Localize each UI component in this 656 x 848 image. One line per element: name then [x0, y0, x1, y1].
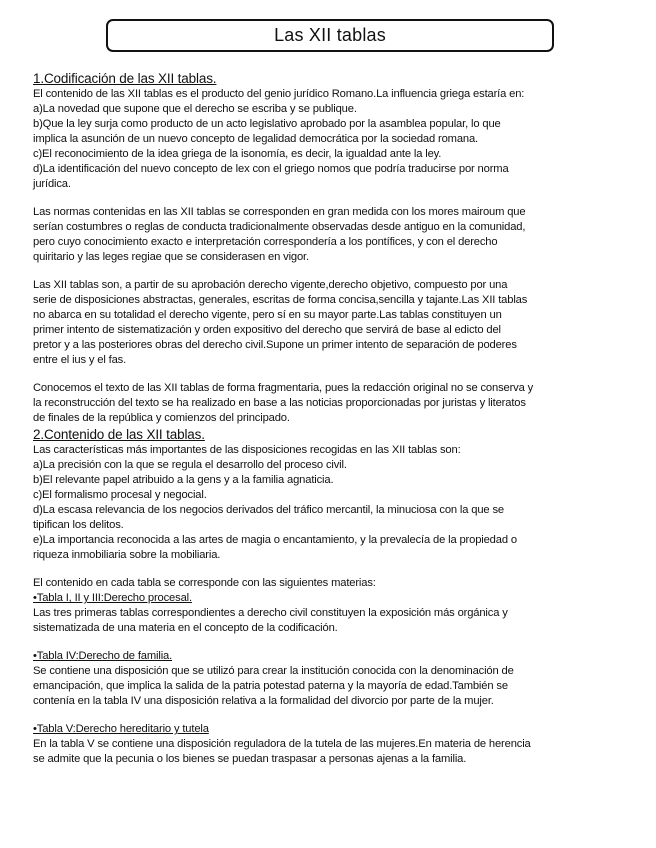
text-line: se admite que la pecunia o los bienes se puedan traspasar a personas ajenas a la familia. [33, 753, 467, 765]
document-title-box [106, 19, 554, 52]
text-line: riqueza inmobiliaria sobre la mobiliaria. [33, 549, 221, 561]
document-body [33, 70, 623, 767]
tables-intro: El contenido en cada tabla se corresponde con las siguientes materias: [33, 577, 376, 589]
text-line: d)La identificación del nuevo concepto de lex con el griego nomos que podría traducirse por norma [33, 163, 509, 175]
text-line: a)La precisión con la que se regula el desarrollo del proceso civil. [33, 459, 347, 471]
text-line: jurídica. [33, 178, 71, 190]
section-1-paragraph-1 [33, 87, 623, 192]
text-line: primer intento de sistematización y orden expositivo del derecho que servirá de base al edicto del [33, 324, 501, 336]
text-line: entre el ius y el fas. [33, 354, 127, 366]
text-line: El contenido de las XII tablas es el producto del genio jurídico Romano.La influencia griega estaría en: [33, 88, 525, 100]
tables-intro-block [33, 576, 623, 636]
text-line: no abarca en su totalidad el derecho vigente, pero sí en su mayor parte.Las tablas constituyen un [33, 309, 502, 321]
text-line: En la tabla V se contiene una disposición reguladora de la tutela de las mujeres.En materia de herencia [33, 738, 531, 750]
text-line: tipifican los delitos. [33, 519, 124, 531]
text-line: b)Que la ley surja como producto de un acto legislativo aprobado por la asamblea popular, lo que [33, 118, 501, 130]
document-title: Las XII tablas [274, 25, 386, 45]
text-line: serie de disposiciones abstractas, generales, escritas de forma concisa,sencilla y tajante.Las XII tablas [33, 294, 528, 306]
table-5-block [33, 722, 623, 767]
text-line: Las características más importantes de las disposiciones recogidas en las XII tablas son: [33, 444, 461, 456]
section-1-paragraph-4 [33, 381, 623, 426]
text-line: quiritario y las leges regiae que se considerasen en vigor. [33, 251, 309, 263]
table-4-block [33, 649, 623, 709]
section-1-paragraph-3 [33, 278, 623, 368]
text-line: pretor y a las posteriores obras del derecho civil.Supone un primer intento de separación de poderes [33, 339, 517, 351]
text-line: e)La importancia reconocida a las artes de magia o encantamiento, y la prevalecía de la propiedad o [33, 534, 517, 546]
section-2-heading: 2.Contenido de las XII tablas. [33, 427, 205, 442]
table-5-heading: •Tabla V:Derecho hereditario y tutela [33, 723, 209, 735]
text-line: implica la asunción de un nuevo concepto de legalidad democrática por la sociedad romana. [33, 133, 479, 145]
text-line: b)El relevante papel atribuido a la gens y a la familia agnaticia. [33, 474, 334, 486]
section-1-paragraph-2 [33, 205, 623, 265]
text-line: Conocemos el texto de las XII tablas de forma fragmentaria, pues la redacción original no se conserva y [33, 382, 534, 394]
section-2-paragraph-1 [33, 443, 623, 563]
text-line: a)La novedad que supone que el derecho se escriba y se publique. [33, 103, 357, 115]
text-line: c)El reconocimiento de la idea griega de la isonomía, es decir, la igualdad ante la ley. [33, 148, 442, 160]
text-line: pero cuyo conocimiento exacto e interpretación correspondería a los pontífices, y con el derecho [33, 236, 498, 248]
text-line: Las normas contenidas en las XII tablas se corresponden en gran medida con los mores mairoum que [33, 206, 526, 218]
text-line: Las XII tablas son, a partir de su aprobación derecho vigente,derecho objetivo, compuesto por una [33, 279, 508, 291]
section-1-heading: 1.Codificación de las XII tablas. [33, 71, 217, 86]
text-line: Se contiene una disposición que se utilizó para crear la institución conocida con la denominación de [33, 665, 514, 677]
text-line: la reconstrucción del texto se ha realizado en base a las noticias proporcionadas por juristas y literatos [33, 397, 526, 409]
text-line: Las tres primeras tablas correspondientes a derecho civil constituyen la exposición más orgánica y [33, 607, 508, 619]
text-line: de finales de la república y comienzos del principado. [33, 412, 290, 424]
table-1-3-heading: •Tabla I, II y III:Derecho procesal. [33, 592, 192, 604]
text-line: c)El formalismo procesal y negocial. [33, 489, 207, 501]
text-line: serían costumbres o reglas de conducta tradicionalmente observadas desde antiguo en la comunidad, [33, 221, 526, 233]
text-line: d)La escasa relevancia de los negocios derivados del tráfico mercantil, la minuciosa con la que se [33, 504, 504, 516]
table-4-heading: •Tabla IV:Derecho de familia. [33, 650, 173, 662]
text-line: contenía en la tabla IV una disposición relativa a la formalidad del divorcio por parte de la mujer. [33, 695, 494, 707]
text-line: emancipación, que implica la salida de la patria potestad paterna y la mayoría de edad.También se [33, 680, 508, 692]
text-line: sistematizada de una materia en el concepto de la codificación. [33, 622, 338, 634]
